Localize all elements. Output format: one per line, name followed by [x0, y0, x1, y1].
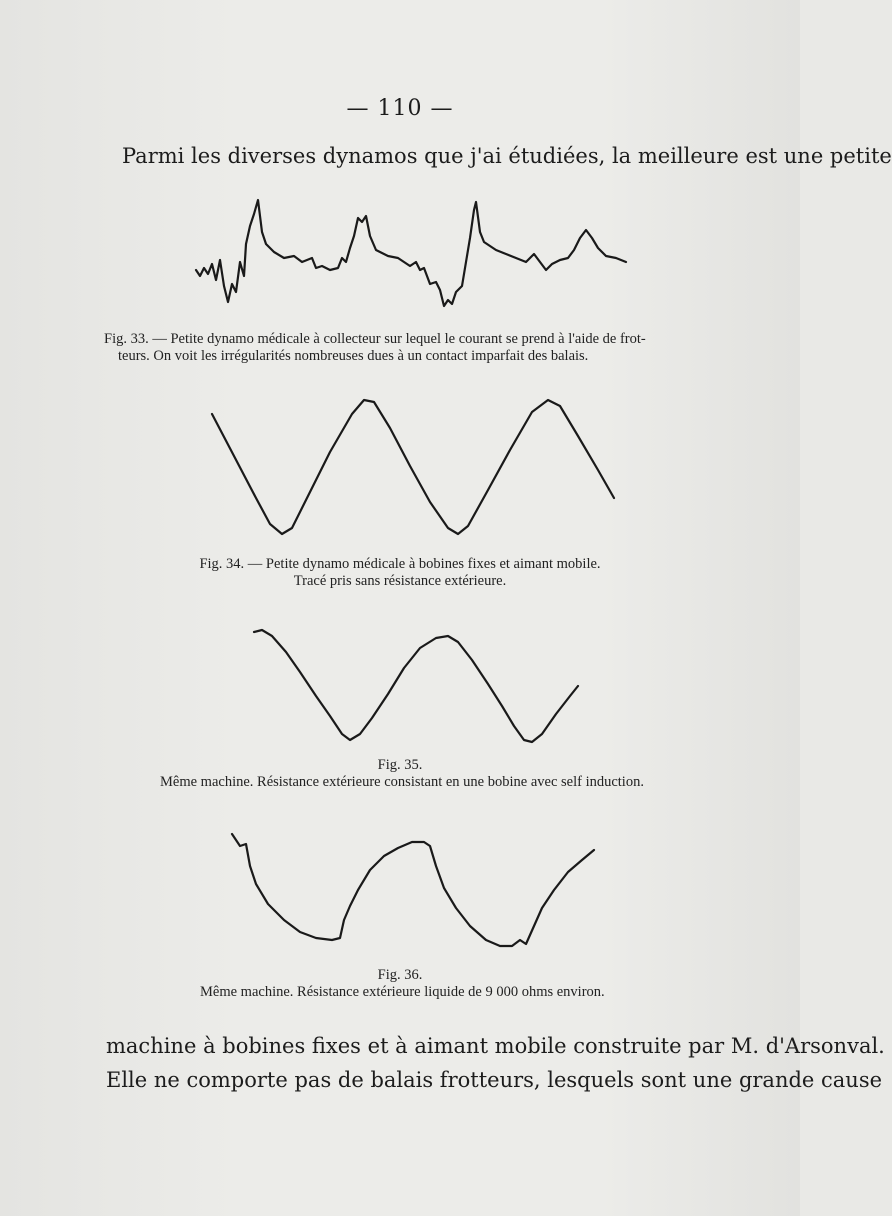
fig35-caption-line-1: Fig. 35.	[377, 757, 423, 773]
fig35-caption-line-2: Même machine. Résistance extérieure consistant en une bobine avec self induction.	[160, 774, 644, 790]
fig33-caption-line-1: Fig. 33. — Petite dynamo médicale à collecteur sur lequel le courant se prend à l'aide de frot-	[104, 331, 646, 347]
fig36-caption-line-1: Fig. 36.	[377, 967, 423, 983]
intro-line: Parmi les diverses dynamos que j'ai étudiées, la meilleure est une petite	[122, 144, 892, 168]
fig34-caption-line-2: Tracé pris sans résistance extérieure.	[293, 573, 507, 589]
page-number: — 110 —	[346, 96, 454, 121]
closing-line-1: machine à bobines fixes et à aimant mobile construite par M. d'Arsonval.	[106, 1034, 885, 1058]
fig36-caption-line-2: Même machine. Résistance extérieure liquide de 9 000 ohms environ.	[200, 984, 605, 1000]
fig33-caption-line-2: teurs. On voit les irrégularités nombreuses dues à un contact imparfait des balais.	[118, 348, 589, 364]
fig34-caption-line-1: Fig. 34. — Petite dynamo médicale à bobines fixes et aimant mobile.	[199, 556, 601, 572]
closing-line-2: Elle ne comporte pas de balais frotteurs, lesquels sont une grande cause	[106, 1068, 883, 1092]
